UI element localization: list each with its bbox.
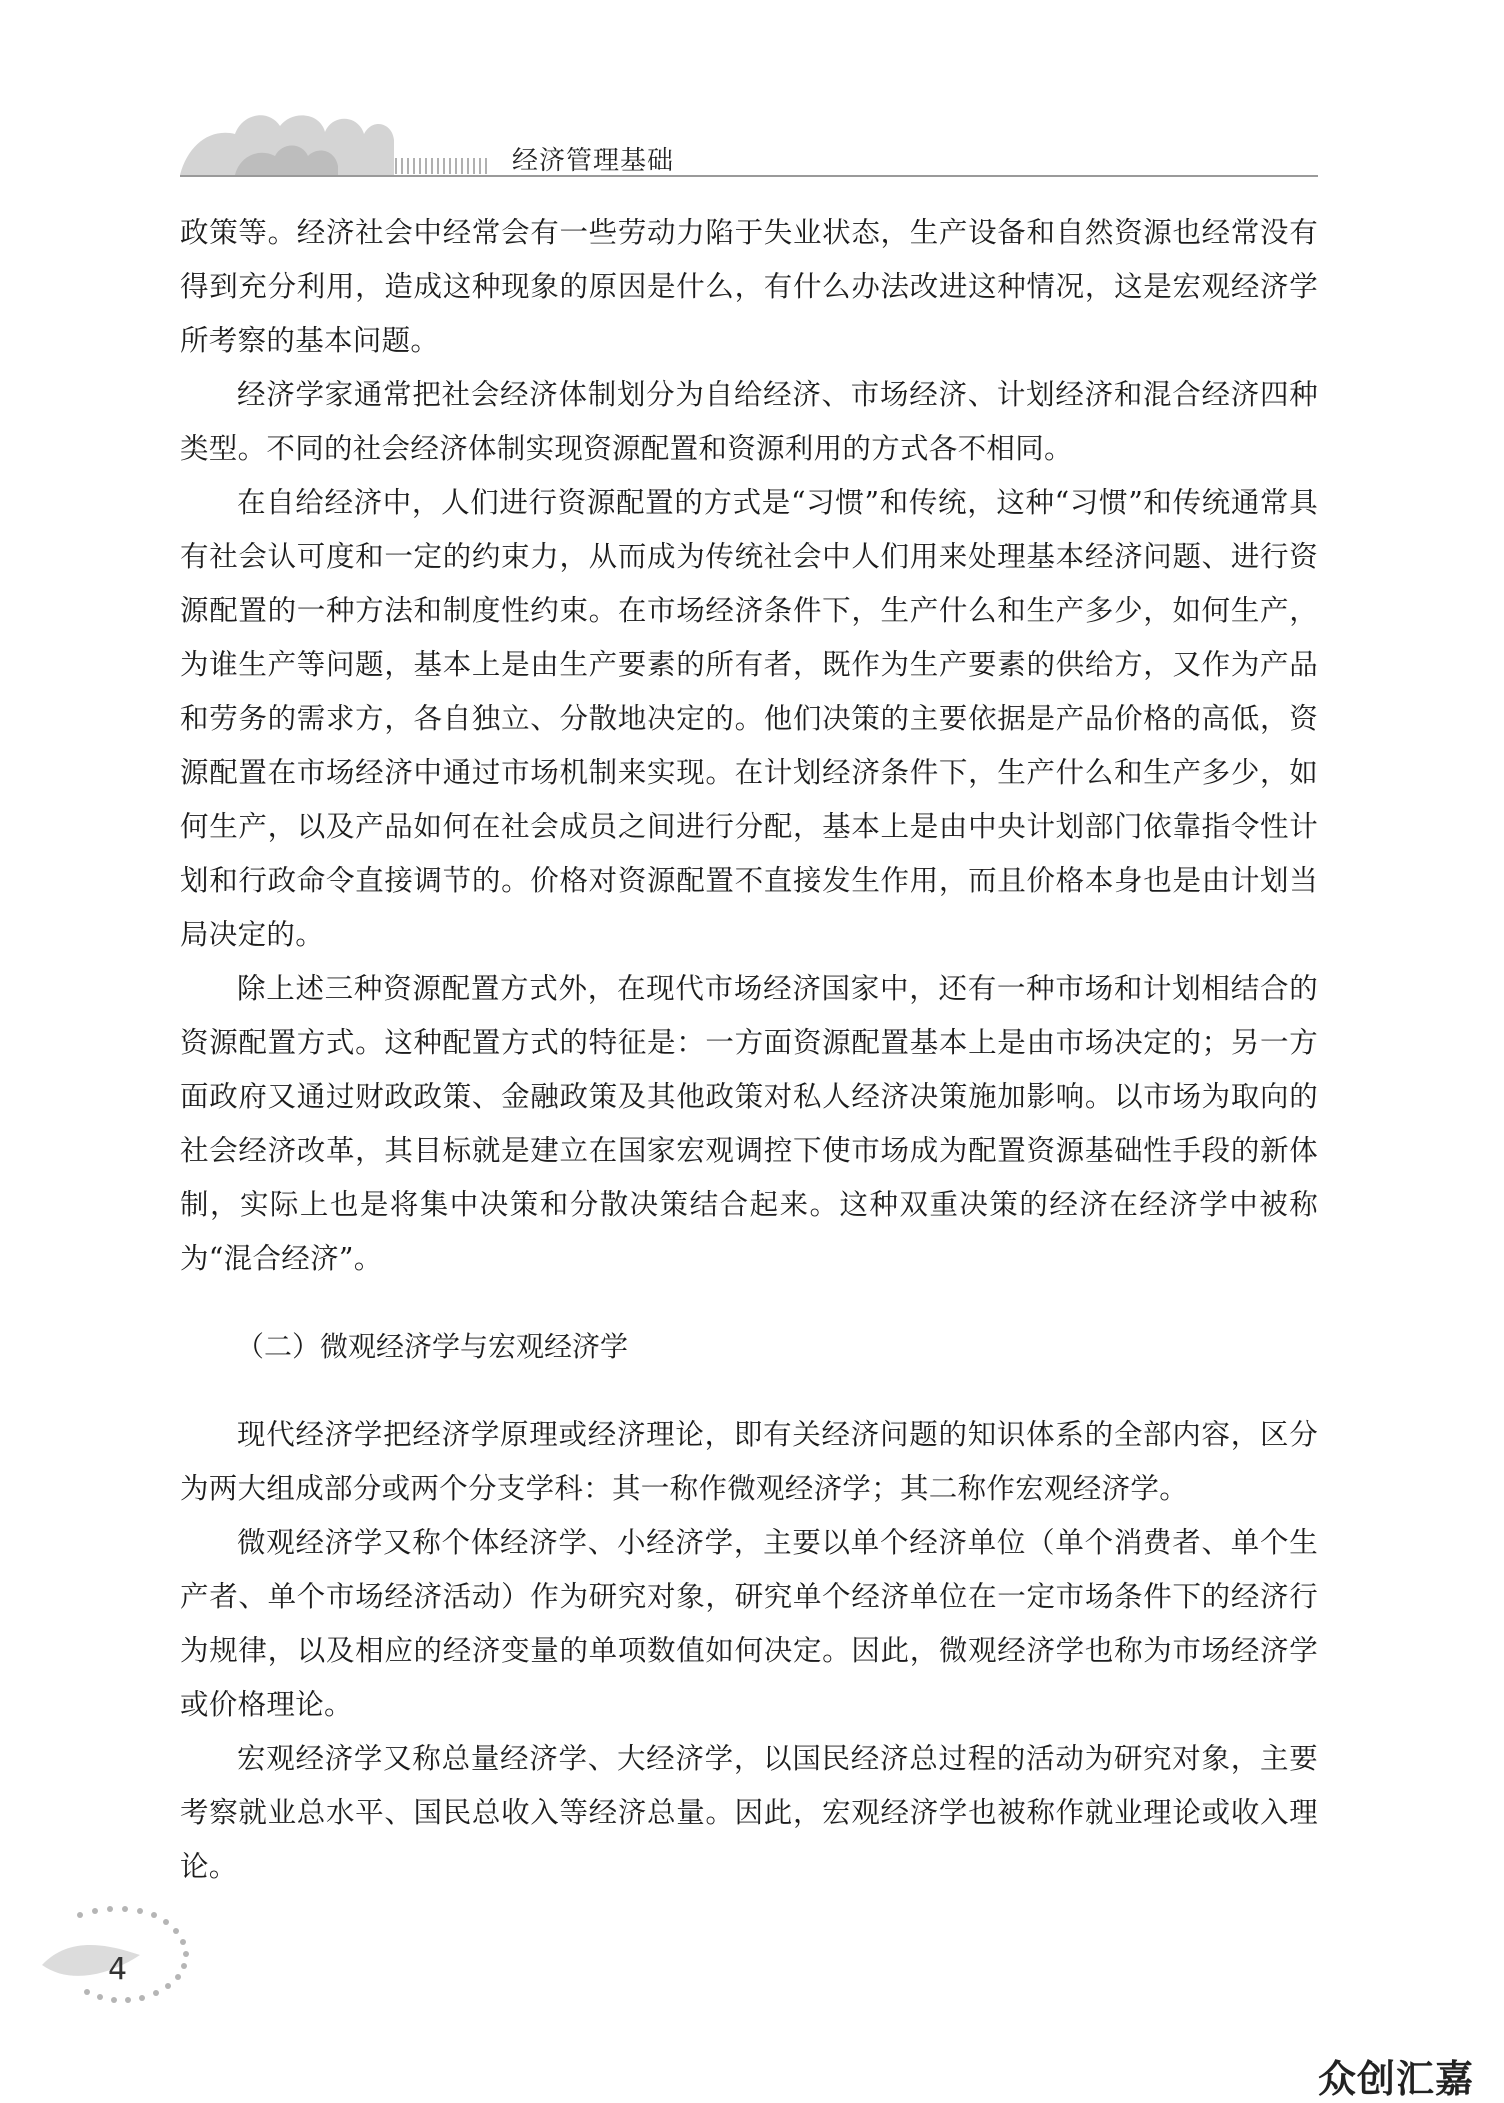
paragraph: 宏观经济学又称总量经济学、大经济学，以国民经济总过程的活动为研究对象，主要考察就业总水平、国民总收入等经济总量。因此，宏观经济学也被称作就业理论或收入理论。 <box>180 1742 1318 1883</box>
watermark-text: 众创汇嘉 <box>1318 2057 1475 2101</box>
page-number: 4 <box>108 1952 128 1987</box>
header-divider <box>180 175 1318 177</box>
paragraph: 经济学家通常把社会经济体制划分为自给经济、市场经济、计划经济和混合经济四种类型。不同的社会经济体制实现资源配置和资源利用的方式各不相同。 <box>180 378 1318 465</box>
running-header-title: 经济管理基础 <box>512 146 675 176</box>
paragraph: 微观经济学又称个体经济学、小经济学，主要以单个经济单位（单个消费者、单个生产者、单个市场经济活动）作为研究对象，研究单个经济单位在一定市场条件下的经济行为规律，以及相应的经济变量的单项数值如何决定。因此，微观经济学也称为市场经济学或价格理论。 <box>180 1526 1318 1721</box>
page-header <box>180 100 1318 180</box>
paragraph: 除上述三种资源配置方式外，在现代市场经济国家中，还有一种市场和计划相结合的资源配置方式。这种配置方式的特征是：一方面资源配置基本上是由市场决定的；另一方面政府又通过财政政策、金融政策及其他政策对私人经济决策施加影响。以市场为取向的社会经济改革，其目标就是建立在国家宏观调控下使市场成为配置资源基础性手段的新体制，实际上也是将集中决策和分散决策结合起来。这种双重决策的经济在经济学中被称为“混合经济”。 <box>180 972 1318 1275</box>
paragraph: 政策等。经济社会中经常会有一些劳动力陷于失业状态，生产设备和自然资源也经常没有得到充分利用，造成这种现象的原因是什么，有什么办法改进这种情况，这是宏观经济学所考察的基本问题。 <box>180 216 1318 357</box>
section-heading: （二）微观经济学与宏观经济学 <box>236 1330 629 1363</box>
paragraph: 在自给经济中，人们进行资源配置的方式是“习惯”和传统，这种“习惯”和传统通常具有社会认可度和一定的约束力，从而成为传统社会中人们用来处理基本经济问题、进行资源配置的一种方法和制度性约束。在市场经济条件下，生产什么和生产多少，如何生产，为谁生产等问题，基本上是由生产要素的所有者，既作为生产要素的供给方，又作为产品和劳务的需求方，各自独立、分散地决定的。他们决策的主要依据是产品价格的高低，资源配置在市场经济中通过市场机制来实现。在计划经济条件下，生产什么和生产多少，如何生产，以及产品如何在社会成员之间进行分配，基本上是由中央计划部门依靠指令性计划和行政命令直接调节的。价格对资源配置不直接发生作用，而且价格本身也是由计划当局决定的。 <box>180 486 1318 951</box>
page-body <box>180 206 1318 1894</box>
paragraph: 现代经济学把经济学原理或经济理论，即有关经济问题的知识体系的全部内容，区分为两大组成部分或两个分支学科：其一称作微观经济学；其二称作宏观经济学。 <box>180 1418 1318 1505</box>
